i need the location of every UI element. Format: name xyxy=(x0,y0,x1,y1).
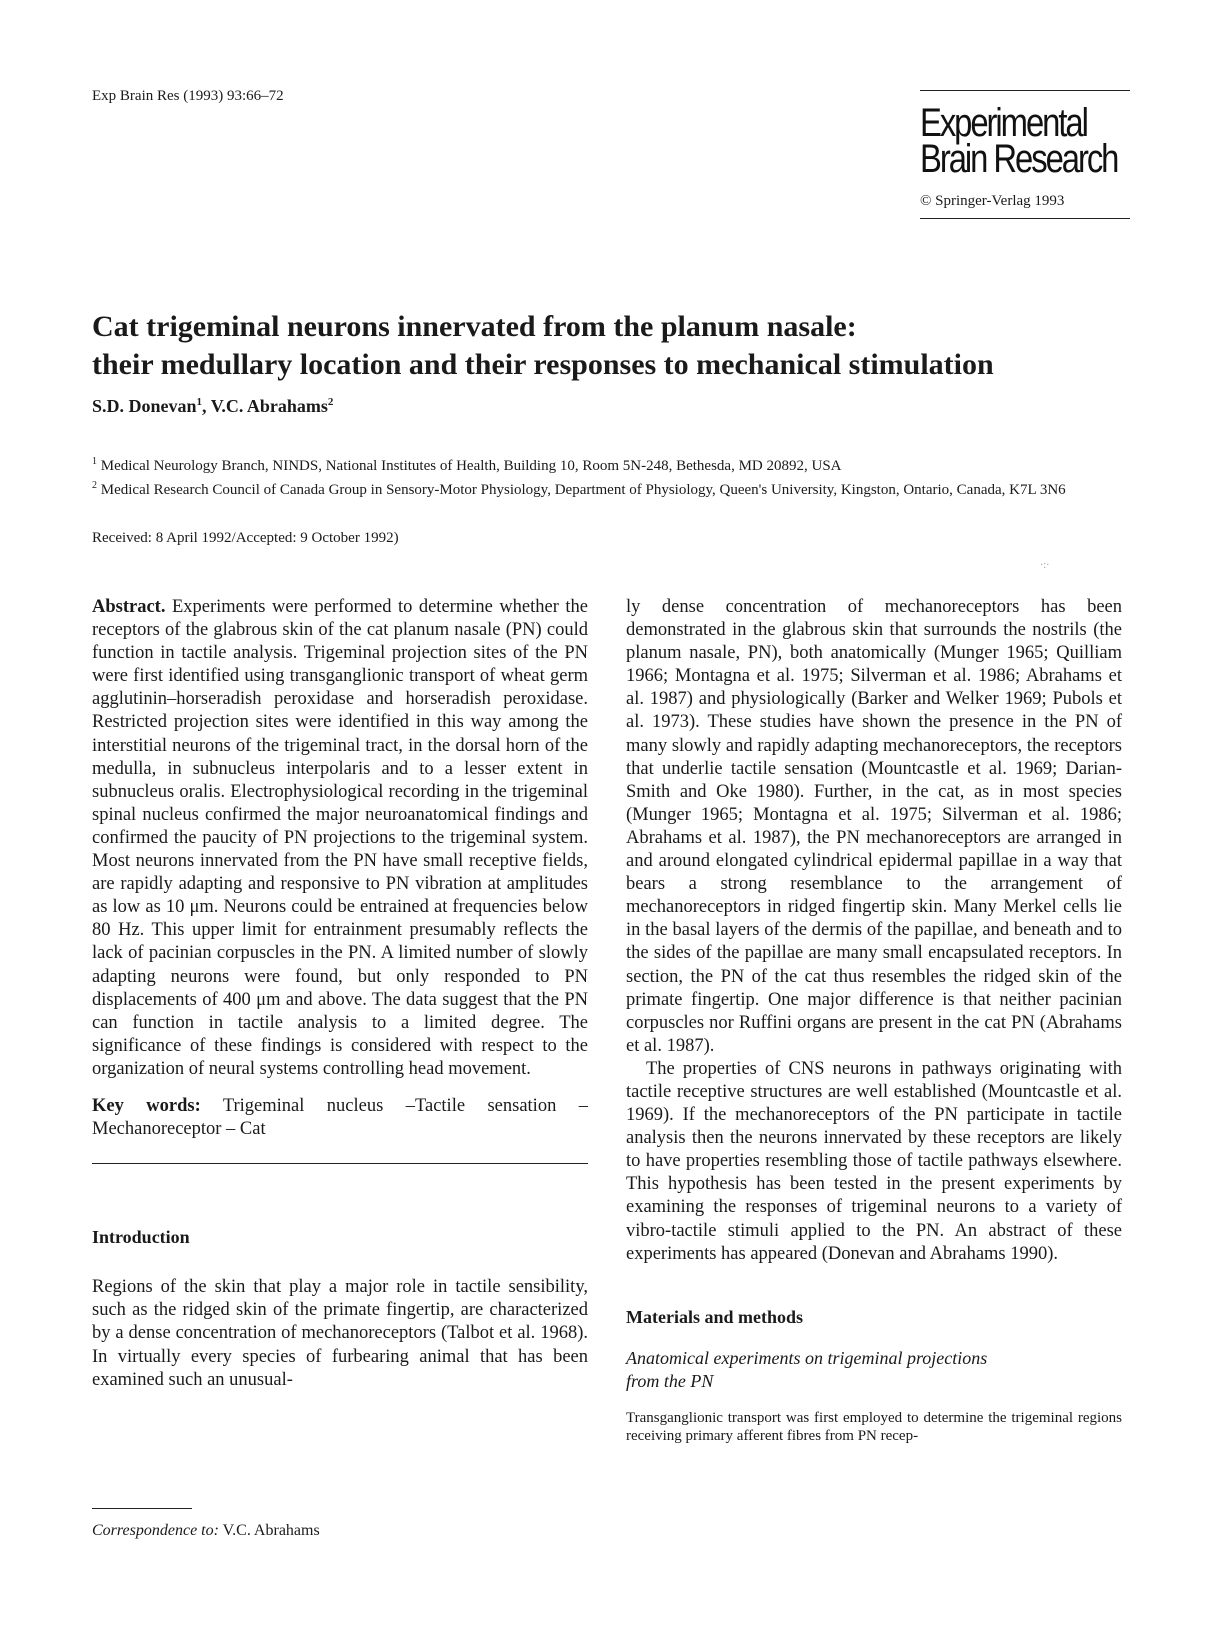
methods-heading: Materials and methods xyxy=(626,1306,803,1327)
right-column xyxy=(626,596,1122,1445)
affiliation-1-text: Medical Neurology Branch, NINDS, National Institutes of Health, Building 10, Room 5N-248, Bethesda, MD 20892, USA xyxy=(97,458,842,474)
keywords xyxy=(92,1095,588,1141)
correspondence-label: Correspondence to: xyxy=(92,1522,219,1539)
footnote-rule xyxy=(92,1508,192,1509)
introduction-para-1-start: Regions of the skin that play a major role in tactile sensibility, such as the ridged skin of the primate fingertip, are characterized by a dense concentration of mechanoreceptors (Talbot et al. 1968). In virtually every species of furbearing animal that has been examined such an unusual- xyxy=(92,1277,588,1390)
masthead-top-rule xyxy=(920,90,1130,91)
abstract-text: Experiments were performed to determine whether the receptors of the glabrous skin of the cat planum nasale (PN) could function in tactile analysis. Trigeminal projection sites of the PN were first identified using transganglionic transport of wheat germ agglutinin–horseradish peroxidase and horseradish peroxidase. Restricted projection sites were identified in this way among the interstitial neurons of the trigeminal tract, in the dorsal horn of the medulla, in subnucleus interpolaris and to a lesser extent in subnucleus oralis. Electrophysiological recording in the trigeminal spinal nucleus confirmed the major neuroanatomical findings and confirmed the paucity of PN projections to the trigeminal system. Most neurons innervated from the PN have small receptive fields, are rapidly adapting and responsive to PN vibration at amplitudes as low as 10 μm. Neurons could be entrained at frequencies below 80 Hz. This upper limit for entrainment presumably reflects the lack of pacinian corpuscles in the PN. A limited number of slowly adapting neurons were found, but only responded to PN displacements of 400 μm and above. The data suggest that the PN can function in tactile analysis to a limited degree. The significance of these findings is considered with respect to the organization of neural systems controlling head movement. xyxy=(92,597,588,1079)
copyright-notice: © Springer-Verlag 1993 xyxy=(920,193,1065,209)
methods-subheading xyxy=(626,1347,1122,1393)
author-list xyxy=(92,396,333,417)
affiliation-1 xyxy=(92,452,1152,476)
abstract-divider xyxy=(92,1163,588,1164)
journal-masthead xyxy=(920,90,1130,219)
left-column xyxy=(92,596,588,1392)
methods-subheading-line1: Anatomical experiments on trigeminal projections xyxy=(626,1347,988,1368)
correspondence-name: V.C. Abrahams xyxy=(218,1522,320,1539)
journal-name-line1: Experimental xyxy=(920,101,1087,145)
author-1-affil-mark: 1 xyxy=(196,396,203,408)
title-line-1: Cat trigeminal neurons innervated from the planum nasale: xyxy=(92,310,857,343)
scan-speck: ·:· xyxy=(1040,560,1050,571)
affiliation-1-mark: 1 xyxy=(92,456,97,467)
author-separator: , xyxy=(202,396,211,416)
keywords-text: Trigeminal nucleus –Tactile sensation – Mechanoreceptor – Cat xyxy=(92,1095,588,1140)
affiliations xyxy=(92,452,1152,500)
author-2: V.C. Abrahams xyxy=(210,396,328,416)
introduction-heading: Introduction xyxy=(92,1227,190,1248)
masthead-bottom-rule xyxy=(920,218,1130,219)
affiliation-2-mark: 2 xyxy=(92,480,97,491)
methods-subheading-line2: from the PN xyxy=(626,1370,714,1391)
author-1: S.D. Donevan xyxy=(92,396,197,416)
methods-text: Transganglionic transport was first employed to determine the trigeminal regions receiving primary afferent fibres from PN recep- xyxy=(626,1409,1122,1444)
abstract xyxy=(92,596,588,1081)
introduction-para-1-cont: ly dense concentration of mechanoreceptors has been demonstrated in the glabrous skin that surrounds the nostrils (the planum nasale, PN), both anatomically (Munger 1965; Quilliam 1966; Montagna et al. 1975; Silverman et al. 1986; Abrahams et al. 1987) and physiologically (Barker and Welker 1969; Pubols et al. 1973). These studies have shown the presence in the PN of many slowly and rapidly adapting mechanoreceptors, the receptors that underlie tactile sensation (Mountcastle et al. 1969; Darian-Smith and Oke 1980). Further, in the cat, as in most species (Munger 1965; Montagna et al. 1975; Silverman et al. 1986; Abrahams et al. 1987), the PN mechanoreceptors are arranged in and around elongated cylindrical epidermal papillae in a way that bears a strong resemblance to the arrangement of mechanoreceptors in ridged fingertip skin. Many Merkel cells lie in the basal layers of the dermis of the papillae, and beneath and to the sides of the papillae are many small encapsulated receptors. In section, the PN of the cat thus resembles the ridged skin of the primate fingertip. One major difference is that neither pacinian corpuscles nor Ruffini organs are present in the cat PN (Abrahams et al. 1987). xyxy=(626,597,1122,1056)
received-dates: Received: 8 April 1992/Accepted: 9 October 1992) xyxy=(92,530,399,546)
abstract-label: Abstract. xyxy=(92,597,166,617)
journal-logo xyxy=(920,101,1118,181)
affiliation-2 xyxy=(92,476,1152,500)
correspondence-footnote xyxy=(92,1522,320,1540)
author-2-affil-mark: 2 xyxy=(327,396,334,408)
journal-citation: Exp Brain Res (1993) 93:66–72 xyxy=(92,88,284,104)
introduction-para-2: The properties of CNS neurons in pathways originating with tactile receptive structures are well established (Mountcastle et al. 1969). If the mechanoreceptors of the PN participate in tactile analysis then the neurons innervated by these receptors are likely to have properties resembling those of tactile pathways elsewhere. This hypothesis has been tested in the present experiments by examining the responses of trigeminal neurons to a variety of vibro-tactile stimuli applied to the PN. An abstract of these experiments has appeared (Donevan and Abrahams 1990). xyxy=(626,1058,1122,1264)
journal-name-line2: Brain Research xyxy=(920,137,1118,181)
title-line-2: their medullary location and their responses to mechanical stimulation xyxy=(92,348,994,381)
affiliation-2-text: Medical Research Council of Canada Group in Sensory-Motor Physiology, Department of Physiology, Queen's University, Kingston, Ontario, Canada, K7L 3N6 xyxy=(97,482,1066,498)
article-title xyxy=(92,308,1152,384)
keywords-label: Key words: xyxy=(92,1095,201,1116)
